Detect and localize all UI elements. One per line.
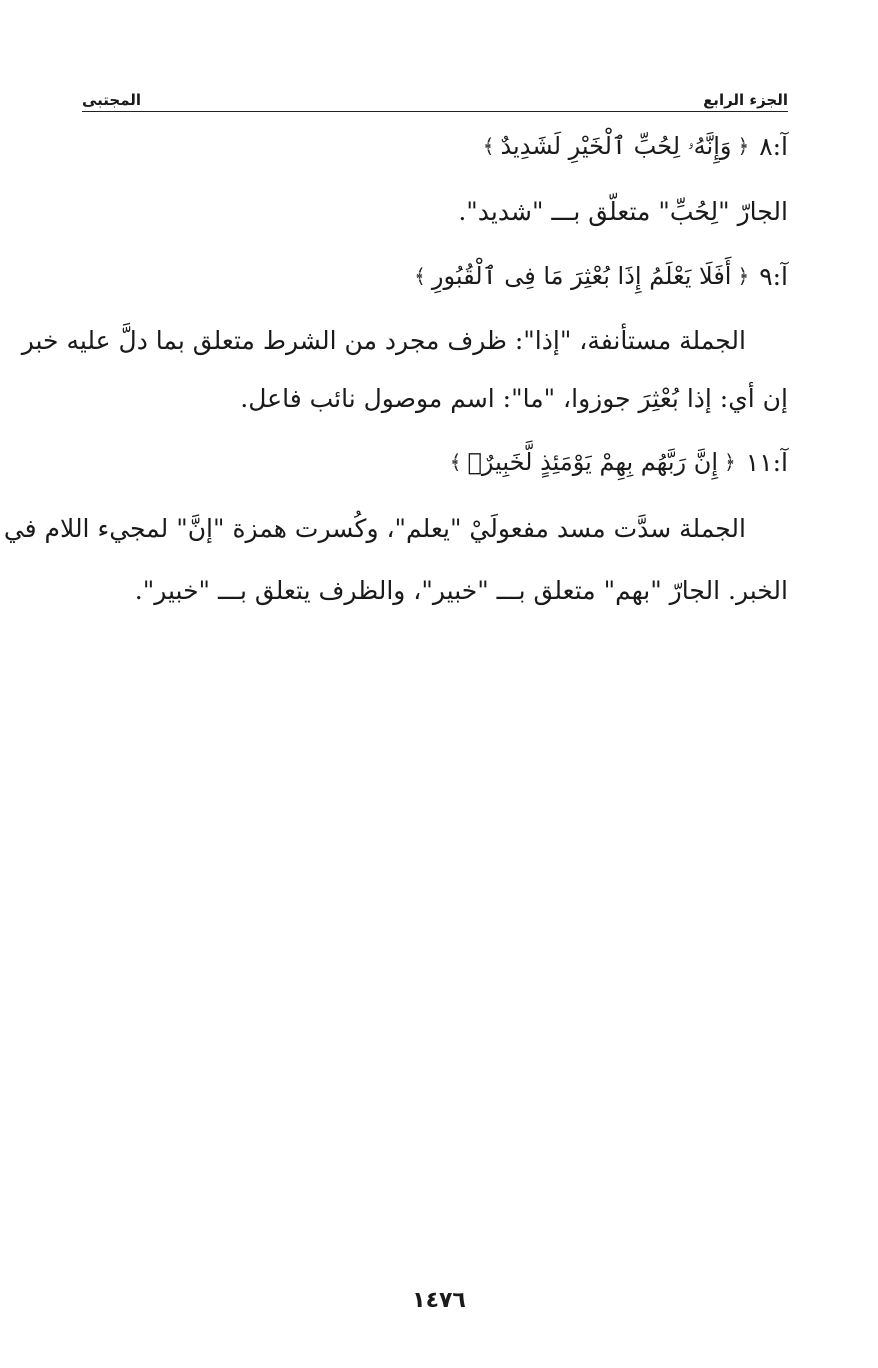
verse-8 <box>82 116 788 176</box>
page-number: ١٤٧٦ <box>412 1288 466 1313</box>
verse-reference: آ:٨ <box>759 131 788 161</box>
commentary-line: الخبر. الجارّ "بهم" متعلق بـــ "خبير"، والظرف يتعلق بـــ "خبير". <box>134 576 788 605</box>
quran-verse-text: إِنَّ رَبَّهُم بِهِمْ يَوْمَئِذٍ لَّخَبِيرٌۢ <box>467 447 719 476</box>
commentary-text: الجارّ "لِحُبِّ" متعلّق بـــ "شديد". <box>458 196 788 226</box>
commentary-line: الجملة سدَّت مسد مفعولَيْ "يعلم"، وكُسرت همزة "إنَّ" لمجيء اللام في <box>3 514 746 543</box>
book-title: المجتبى <box>82 91 142 109</box>
commentary-line: إن أي: إذا بُعْثِرَ جوزوا، "ما": اسم موصول نائب فاعل. <box>240 384 788 413</box>
quran-verse-text: وَإِنَّهُۥ لِحُبِّ ٱلْخَيْرِ لَشَدِيدٌ <box>500 131 732 160</box>
commentary-paragraph <box>82 176 788 246</box>
verse-reference: آ:٩ <box>759 261 788 291</box>
quran-verse-text: أَفَلَا يَعْلَمُ إِذَا بُعْثِرَ مَا فِى ٱلْقُبُورِ <box>431 261 732 290</box>
verse-11 <box>82 432 788 492</box>
ornate-bracket-close: ﴾ <box>414 263 426 288</box>
ornate-bracket-open: ﴿ <box>737 133 750 158</box>
ornate-bracket-open: ﴿ <box>737 263 750 288</box>
page-body <box>3 116 788 622</box>
running-header <box>82 82 788 112</box>
verse-9 <box>82 246 788 306</box>
commentary-paragraph <box>3 498 788 622</box>
ornate-bracket-open: ﴿ <box>724 449 736 474</box>
commentary-line: الجملة مستأنفة، "إذا": ظرف مجرد من الشرط متعلق بما دلَّ عليه خبر <box>21 326 746 355</box>
ornate-bracket-close: ﴾ <box>482 133 495 158</box>
part-title: الجزء الرابع <box>703 91 788 109</box>
commentary-paragraph <box>21 312 788 428</box>
ornate-bracket-close: ﴾ <box>449 449 462 474</box>
verse-reference: آ:١١ <box>745 447 788 477</box>
